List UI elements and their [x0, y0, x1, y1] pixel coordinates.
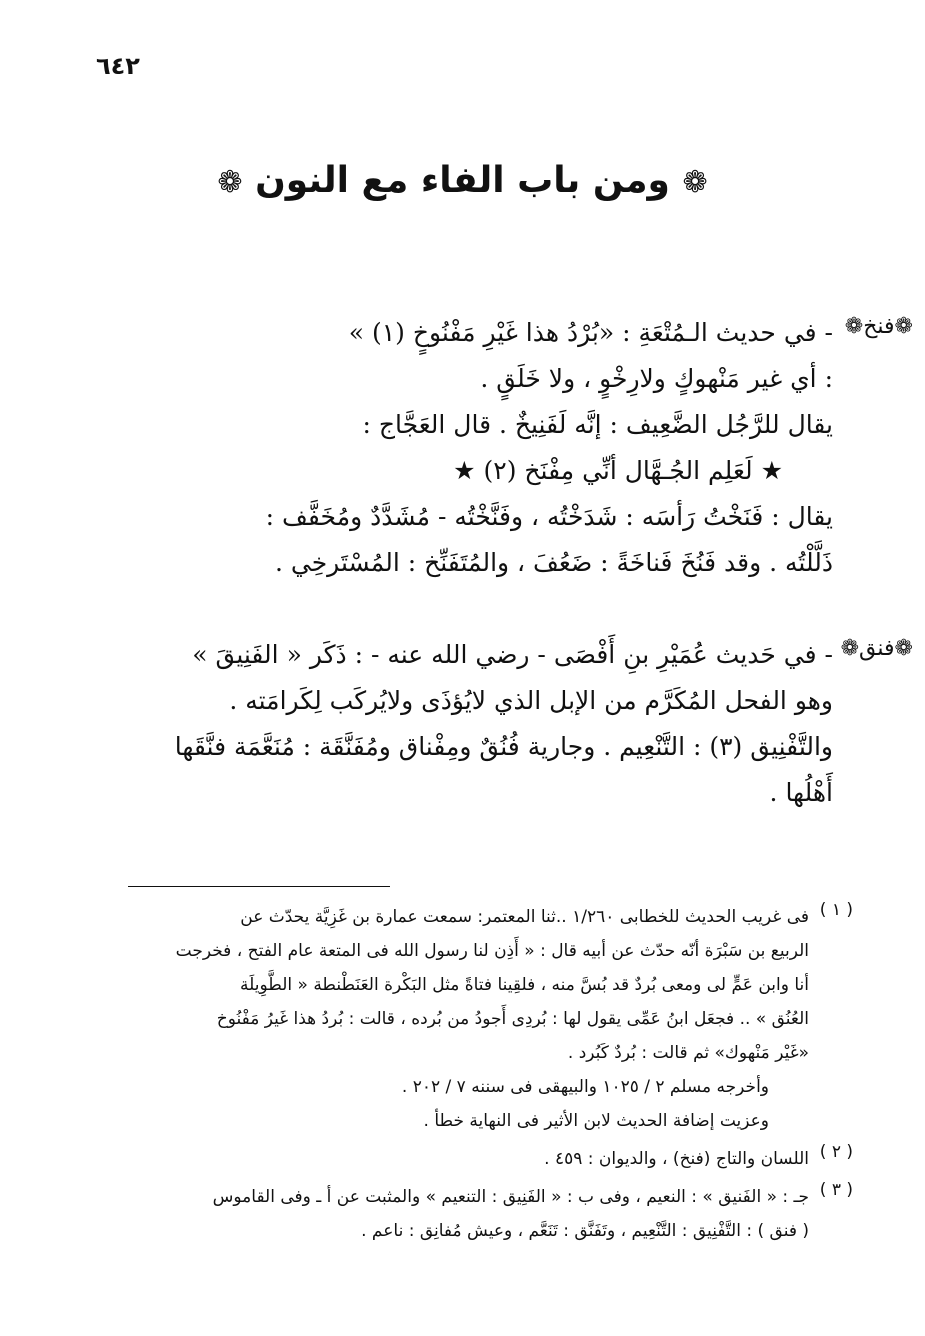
- footnote-line: العُنُق » .. فجعَل ابنُ عَمِّى يقول لها : بُردِى أَجودُ من بُرده ، قالت : بُردُ هذا غَيرُ مَفْنُوخ: [216, 1009, 809, 1029]
- entry-line: ذَلَّلْتُه . وقد فَنُخَ فَناخَةً : ضَعُفَ ، والمُتَفَنِّخ : المُسْتَرخِي .: [274, 548, 833, 577]
- footnote-line: وعزيت إضافة الحديث لابن الأثير فى النهاية خطأ .: [423, 1111, 769, 1131]
- footnote-line: وأخرجه مسلم ٢ / ١٠٢٥ والبيهقى فى سننه ٧ / ٢٠٢ .: [401, 1077, 769, 1097]
- footnote-number: ( ١ ): [819, 900, 853, 920]
- footnote-3: [124, 1180, 853, 1248]
- footnote-line: جـ : « الفَنيق » : النعيم ، وفى ب : « الفَنِيق : التنعيم » والمثبت عن أ ـ وفى القاموس: [212, 1187, 809, 1207]
- footnote-extra: [124, 1070, 809, 1138]
- footnote-line: اللسان والتاج (فنخ) ، والديوان : ٤٥٩ .: [544, 1149, 809, 1169]
- entry-headword: ❁فنق❁: [840, 636, 913, 661]
- footnote-divider: [128, 886, 390, 887]
- footnote-line: ( فنق ) : التَّفْنِيق : التَّنْعِيم ، وتَفَنَّق : تَنَعَّم ، وعيش مُفانِق : ناعم .: [361, 1221, 809, 1241]
- footnote-1: [124, 900, 853, 1138]
- footnote-2: [124, 1142, 853, 1176]
- footnote-line: الربيع بن سَبْرَة أنّه حدّث عن أبيه قال : « أَذِن لنا رسول الله فى المتعة عام الفتح ، فخرجت: [175, 941, 809, 961]
- entry-line: يقال : فَنَخْتُ رَأسَه : شَدَخْتُه ، وفَنَّخْتُه - مُشَدَّدٌ ومُخَفَّف :: [265, 502, 833, 531]
- entry-headword: ❁فنخ❁: [844, 314, 913, 339]
- entry-line: والتَّفْنِيق (٣) : التَّنْعِيم . وجارية فُنُقٌ ومِفْناق ومُفَنَّقَة : مُنَعَّمَة فنَّقَها: [174, 732, 833, 761]
- entry-line: : أي غير مَنْهوكٍ ولارِخْوٍ ، ولا خَلَقٍ .: [480, 364, 833, 393]
- entry-fanakha: [103, 310, 913, 586]
- chapter-title-text: ومن باب الفاء مع النون: [255, 160, 670, 201]
- footnotes: [124, 900, 853, 1252]
- chapter-title: [0, 160, 925, 201]
- footnote-number: ( ٢ ): [819, 1142, 853, 1162]
- footnote-line: أنا وابن عَمٍّ لى ومعى بُردٌ قد بُسَّ منه ، فلقِينا فتاةً مثل البَكْرة العَنَطْنطة « الطَّوِيلَة: [240, 975, 809, 995]
- footnote-number: ( ٣ ): [819, 1180, 853, 1200]
- entry-fanaqa: [103, 632, 913, 816]
- entry-line: وهو الفحل المُكَرَّم من الإبل الذي لايُؤذَى ولايُركَب لِكَرامَته .: [229, 686, 833, 715]
- ornament-right-icon: ❁: [682, 165, 708, 200]
- footnote-line: «غَيْر مَنْهوك» ثم قالت : بُردٌ كَبُرد .: [567, 1043, 809, 1063]
- ornament-left-icon: ❁: [217, 165, 243, 200]
- footnote-line: فى غريب الحديث للخطابى ١/٢٦٠ ..ثنا المعتمر: سمعت عمارة بن غَزِيَّة يحدّث عن: [240, 907, 809, 927]
- entry-line: - في حديث الـمُتْعَةِ : «بُرْدُ هذا غَيْرِ مَفْنُوخٍ (١) »: [348, 318, 833, 347]
- page-number: ٦٤٢: [96, 52, 140, 80]
- entry-line: أَهْلُها .: [769, 778, 833, 807]
- entry-line: - في حَديث عُمَيْرِ بنِ أَفْصَى - رضي الله عنه - : ذَكَر « الفَنِيقَ »: [192, 640, 833, 669]
- verse-line: ★ لَعَلِم الجُـهَّال أنِّي مِفْنَخ (٢) ★: [453, 456, 783, 485]
- entry-line: يقال للرَّجُل الضَّعِيف : إنَّه لَفَنِيخٌ . قال العَجَّاج :: [362, 410, 833, 439]
